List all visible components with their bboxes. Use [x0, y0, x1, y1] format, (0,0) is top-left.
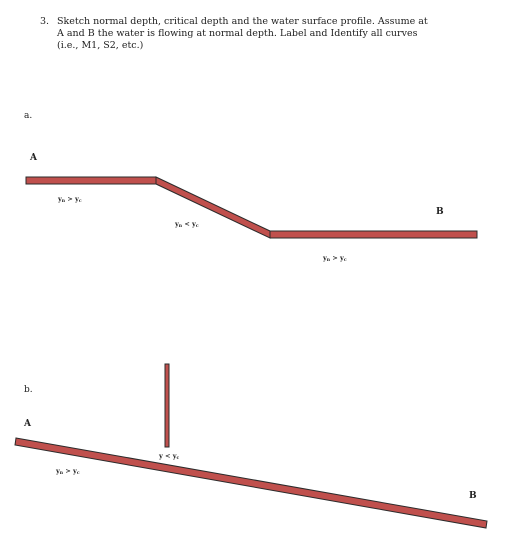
channel-a-downstream: [270, 231, 477, 238]
question-line-2: A and B the water is flowing at normal depth. Label and Identify all curves: [57, 28, 418, 39]
part-b-point-b: B: [469, 491, 477, 501]
part-a-point-a: A: [30, 153, 37, 163]
part-b-depth-label-1: $y < y_c$: [159, 452, 180, 461]
question-line-1: Sketch normal depth, critical depth and the water surface profile. Assume at: [57, 16, 428, 27]
question-number: 3.: [40, 16, 50, 27]
channel-b-slope: [15, 438, 487, 528]
question-line-3: (i.e., M1, S2, etc.): [57, 40, 144, 51]
part-a-depth-label-2: $y_n < y_c$: [175, 220, 199, 229]
part-a-depth-label-3: $y_n > y_c$: [323, 254, 347, 263]
channel-a-upstream: [26, 177, 156, 184]
part-b-point-a: A: [24, 419, 31, 429]
part-a-depth-label-1: $y_n > y_c$: [58, 195, 82, 204]
part-b-label: b.: [24, 385, 33, 395]
channel-a-steep-slope: [156, 177, 270, 238]
part-a-label: a.: [24, 111, 33, 121]
part-a-point-b: B: [436, 207, 444, 217]
sluice-gate-b: [165, 364, 169, 447]
part-b-depth-label-2: $y_n > y_c$: [56, 467, 80, 476]
